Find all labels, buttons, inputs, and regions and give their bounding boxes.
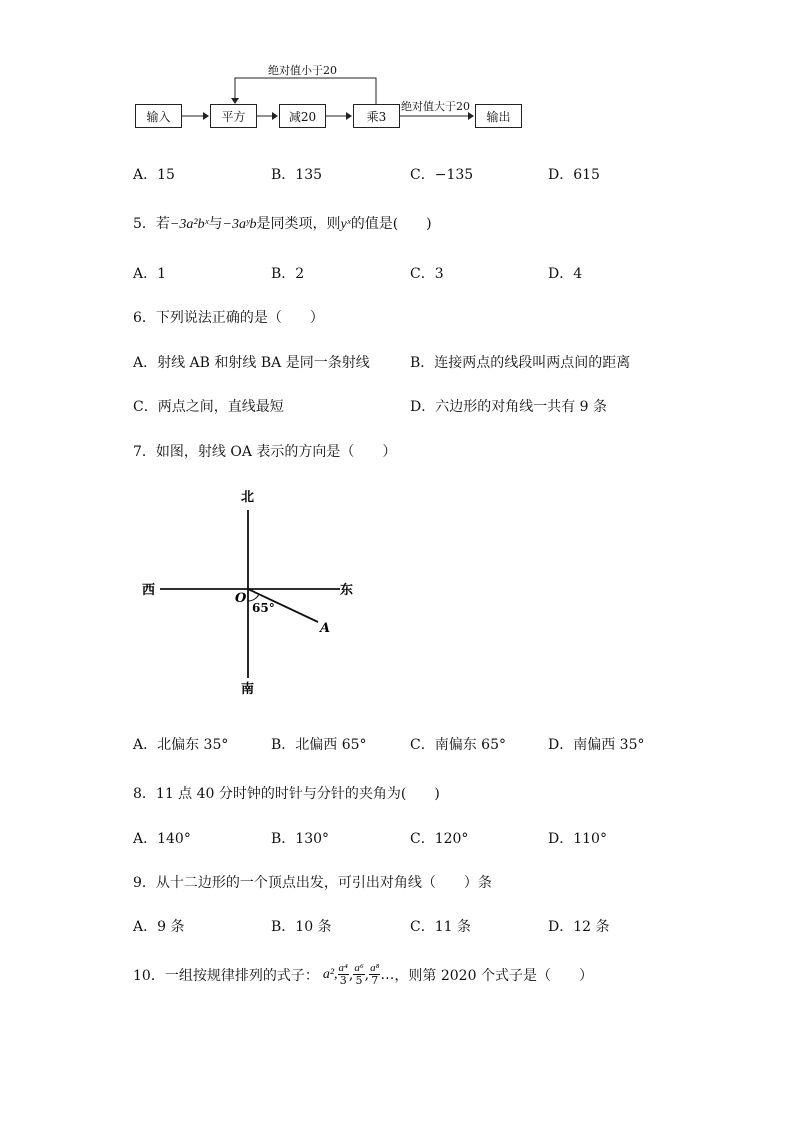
q9-option-b[interactable]: B．10 条	[271, 919, 332, 935]
q9-option-a[interactable]: A．9 条	[133, 919, 185, 935]
flowchart-box-input: 输入	[135, 104, 182, 128]
q9-option-d[interactable]: D．12 条	[548, 919, 610, 935]
q8-stem: 8．11 点 40 分时钟的时针与分针的夹角为( )	[133, 786, 440, 802]
q9-stem: 9．从十二边形的一个顶点出发，可引出对角线（ ）条	[133, 875, 492, 891]
compass-north-label: 北	[241, 490, 255, 505]
q10-first-term: a²,	[322, 966, 338, 982]
q5-stem: 5．若−3a²bˣ与−3aʸb是同类项，则yˣ的值是( )	[133, 216, 432, 232]
point-a-label: A	[320, 621, 331, 636]
q9-option-c[interactable]: C．11 条	[410, 919, 471, 935]
q6-option-c[interactable]: C．两点之间，直线最短	[133, 399, 284, 415]
flowchart-box-minus20: 减20	[279, 104, 326, 128]
q5-option-d[interactable]: D．4	[548, 266, 583, 282]
q10-fraction-2: $\frac{\text{a⁶}}{5}$	[354, 962, 364, 987]
q7-option-c[interactable]: C．南偏东 65°	[410, 737, 506, 753]
compass-south-label: 南	[241, 682, 255, 697]
q5-option-a[interactable]: A．1	[133, 266, 167, 282]
q8-option-b[interactable]: B．130°	[271, 831, 330, 847]
q10-fraction-1: $\frac{\text{a⁴}}{3}$	[338, 962, 348, 987]
exit-label: 绝对值大于20	[401, 100, 470, 113]
q10-stem: 10．一组按规律排列的式子： a², $\frac{\text{a⁴}}{3}$ , $\frac{\text{a⁶}}{5}$ , $\frac{\text{a⁸}}{7}$ … ，则第 2020 个式子是（ ）	[133, 962, 593, 987]
q4-option-a[interactable]: A．15	[133, 167, 175, 183]
q6-option-d[interactable]: D．六边形的对角线一共有 9 条	[410, 399, 608, 415]
flowchart-box-output: 输出	[475, 104, 522, 128]
compass-east-label: 东	[340, 583, 354, 598]
q7-option-a[interactable]: A．北偏东 35°	[133, 737, 229, 753]
flowchart-box-times3: 乘3	[353, 104, 400, 128]
q6-stem: 6．下列说法正确的是（ ）	[133, 310, 324, 326]
q5-option-c[interactable]: C．3	[410, 266, 444, 282]
compass-diagram	[130, 480, 370, 705]
flowchart-box-square: 平方	[210, 104, 257, 128]
loop-label: 绝对值小于20	[268, 64, 337, 77]
q6-option-a[interactable]: A．射线 AB 和射线 BA 是同一条射线	[133, 355, 370, 371]
q8-option-c[interactable]: C．120°	[410, 831, 469, 847]
q8-option-a[interactable]: A．140°	[133, 831, 191, 847]
q6-option-b[interactable]: B．连接两点的线段叫两点间的距离	[410, 355, 631, 371]
q5-option-b[interactable]: B．2	[271, 266, 305, 282]
q4-option-d[interactable]: D．615	[548, 167, 600, 183]
q4-option-b[interactable]: B．135	[271, 167, 323, 183]
q10-fraction-3: $\frac{\text{a⁸}}{7}$	[370, 962, 380, 987]
angle-label: 65°	[252, 601, 275, 615]
q7-option-d[interactable]: D．南偏西 35°	[548, 737, 645, 753]
q7-option-b[interactable]: B．北偏西 65°	[271, 737, 367, 753]
q10-suffix: ，则第 2020 个式子是（ ）	[394, 967, 593, 984]
compass-west-label: 西	[142, 583, 156, 598]
origin-label: O	[235, 591, 247, 606]
q4-option-c[interactable]: C．−135	[410, 167, 474, 183]
q7-stem: 7．如图，射线 OA 表示的方向是（ ）	[133, 444, 397, 460]
q10-ellipsis: …	[380, 966, 395, 983]
q8-option-d[interactable]: D．110°	[548, 831, 607, 847]
q10-prefix: 10．一组按规律排列的式子：	[133, 967, 319, 984]
